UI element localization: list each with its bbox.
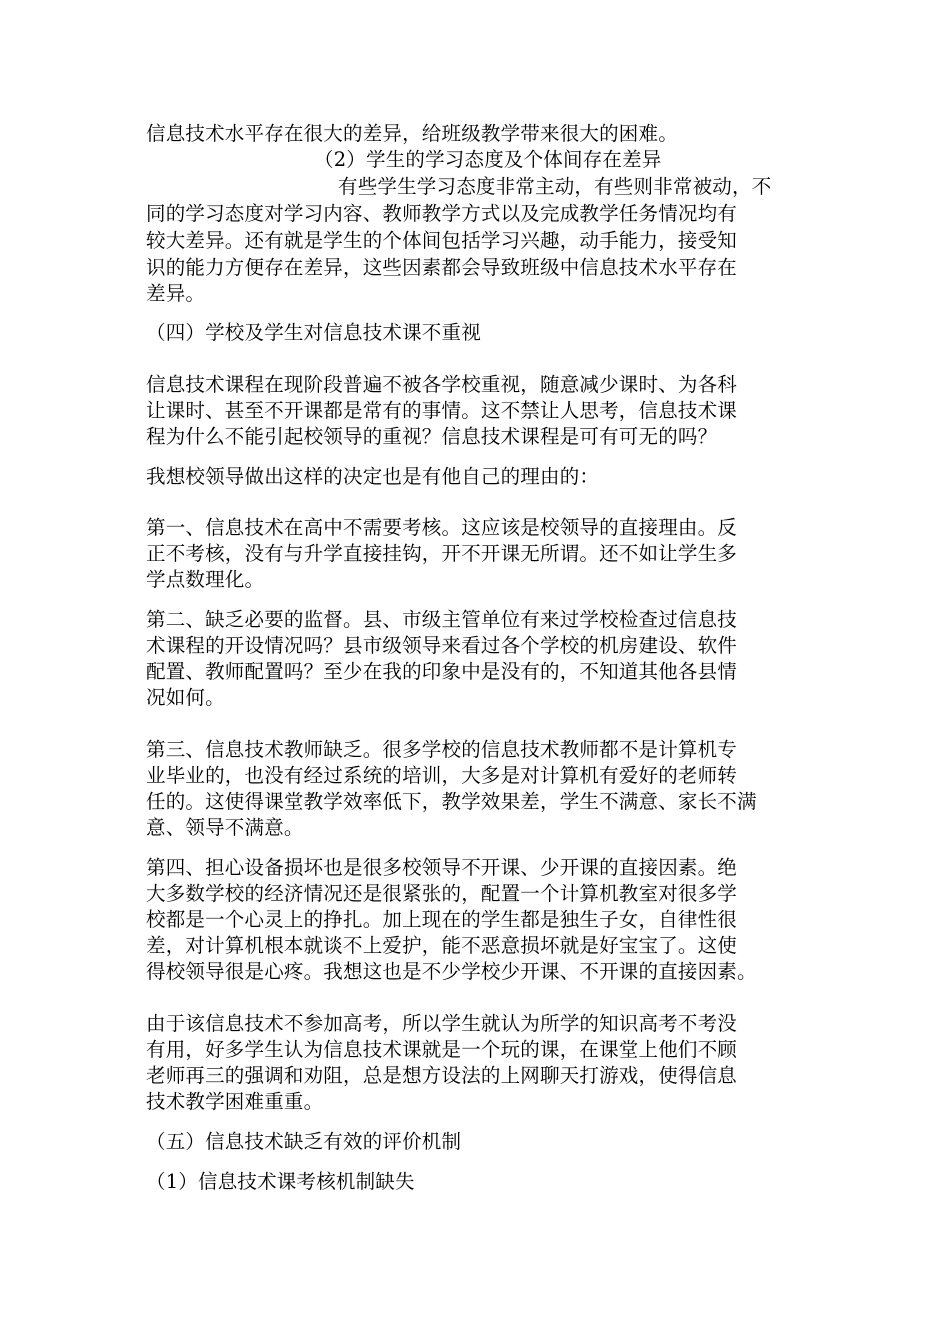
text-line: 由于该信息技术不参加高考，所以学生就认为所学的知识高考不考没 [146,1012,738,1035]
text-line: 让课时、甚至不开课都是常有的事情。这不禁让人思考，信息技术课 [146,399,738,422]
text-line: 信息技术水平存在很大的差异，给班级教学带来很大的困难。 [146,122,678,145]
text-line: 识的能力方便存在差异，这些因素都会导致班级中信息技术水平存在 [146,256,738,279]
text-line: 有用，好多学生认为信息技术课就是一个玩的课，在课堂上他们不顾 [146,1038,738,1061]
text-line: 第三、信息技术教师缺乏。很多学校的信息技术教师都不是计算机专 [146,738,738,761]
text-line: 程为什么不能引起校领导的重视？信息技术课程是可有可无的吗？ [146,425,718,448]
subheading: （1）信息技术课考核机制缺失 [146,1170,415,1193]
text-line: 差异。 [146,282,206,305]
text-line: 况如何。 [146,686,225,709]
text-line: 差，对计算机根本就谈不上爱护，能不恶意损坏就是好宝宝了。这使 [146,934,738,957]
text-line: 学点数理化。 [146,568,265,591]
section-heading: （五）信息技术缺乏有效的评价机制 [146,1130,462,1153]
text-line: 老师再三的强调和劝阻，总是想方设法的上网聊天打游戏，使得信息 [146,1064,738,1087]
text-line: 有些学生学习态度非常主动，有些则非常被动，不 [338,175,772,198]
text-line: 校都是一个心灵上的挣扎。加上现在的学生都是独生子女，自律性很 [146,908,738,931]
text-line: 同的学习态度对学习内容、教师教学方式以及完成教学任务情况均有 [146,202,738,225]
text-line: 业毕业的，也没有经过系统的培训，大多是对计算机有爱好的老师转 [146,764,738,787]
text-line: 意、领导不满意。 [146,816,304,839]
section-heading: （四）学校及学生对信息技术课不重视 [146,321,481,344]
text-line: 大多数学校的经济情况还是很紧张的，配置一个计算机教室对很多学 [146,882,738,905]
text-line: 较大差异。还有就是学生的个体间包括学习兴趣，动手能力，接受知 [146,229,738,252]
text-line: 得校领导很是心疼。我想这也是不少学校少开课、不开课的直接因素。 [146,960,757,983]
text-line: 任的。这使得课堂教学效率低下，教学效果差，学生不满意、家长不满 [146,790,757,813]
text-line: 配置、教师配置吗？至少在我的印象中是没有的，不知道其他各县情 [146,660,738,683]
text-line: 第二、缺乏必要的监督。县、市级主管单位有来过学校检查过信息技 [146,608,738,631]
text-line: 第一、信息技术在高中不需要考核。这应该是校领导的直接理由。反 [146,516,738,539]
text-line: 第四、担心设备损坏也是很多校领导不开课、少开课的直接因素。绝 [146,856,738,879]
subheading: （2）学生的学习态度及个体间存在差异 [314,148,662,171]
text-line: 我想校领导做出这样的决定也是有他自己的理由的： [146,465,600,488]
text-line: 正不考核，没有与升学直接挂钩，开不开课无所谓。还不如让学生多 [146,542,738,565]
text-line: 术课程的开设情况吗？县市级领导来看过各个学校的机房建设、软件 [146,634,738,657]
text-line: 技术教学困难重重。 [146,1090,324,1113]
text-line: 信息技术课程在现阶段普遍不被各学校重视，随意减少课时、为各科 [146,373,738,396]
